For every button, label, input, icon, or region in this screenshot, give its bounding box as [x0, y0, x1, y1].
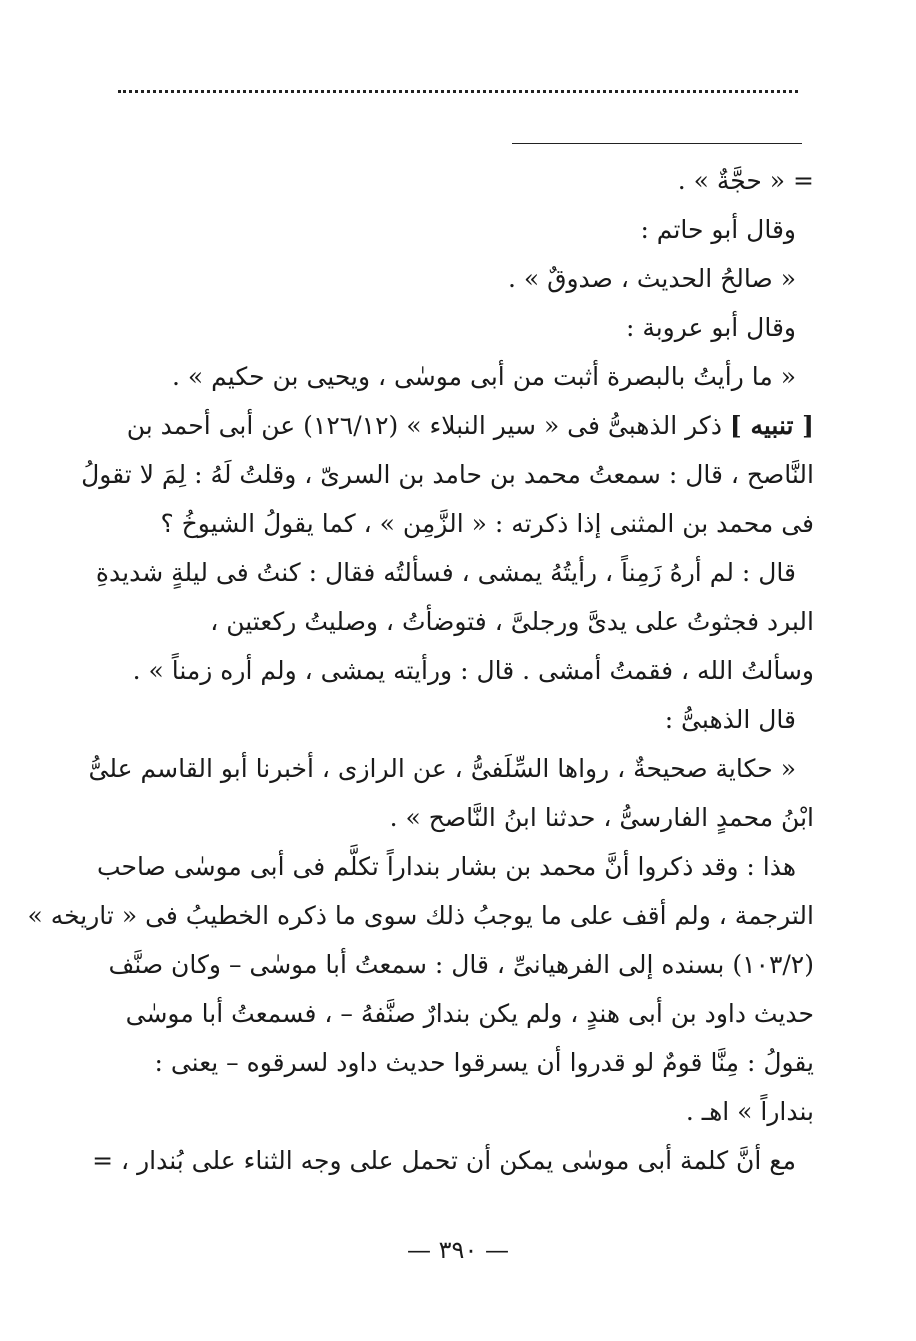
text-line: قال : لم أرهُ زَمِناً ، رأيتُهُ يمشى ، فسألتُه فقال : كنتُ فى ليلةٍ شديدةِ — [95, 558, 796, 587]
page-number: — ٣٩٠ — — [407, 1236, 509, 1264]
text-line: = « حجَّةٌ » . — [677, 166, 814, 195]
text-line: بنداراً » اهـ . — [685, 1097, 814, 1126]
text-line: يقولُ : مِنَّا قومٌ لو قدروا أن يسرقوا حديث داود لسرقوه – يعنى : — [154, 1048, 814, 1077]
text-line-notice — [108, 401, 814, 450]
text-line: « صالحُ الحديث ، صدوقٌ » . — [507, 264, 796, 293]
text-line: الترجمة ، ولم أقف على ما يوجبُ ذلك سوى ما ذكره الخطيبُ فى « تاريخه » — [27, 901, 814, 930]
text-line: مع أنَّ كلمة أبى موسٰى يمكن أن تحمل على وجه الثناء على بُندار ، = — [92, 1146, 796, 1175]
text-line: (١٠٣/٢) بسنده إلى الفرهيانىِّ ، قال : سمعتُ أبا موسٰى – وكان صنَّف — [108, 950, 814, 979]
text-line: فى محمد بن المثنى إذا ذكرته : « الزَّمِن » ، كما يقولُ الشيوخُ ؟ — [160, 509, 814, 538]
text-line: هذا : وقد ذكروا أنَّ محمد بن بشار بنداراً تكلَّم فى أبى موسٰى صاحب — [96, 852, 796, 881]
notice-word: تنبيه — [750, 411, 794, 440]
text-line: البرد فجثوتُ على يدىَّ ورجلىَّ ، فتوضأتُ ، وصليتُ ركعتين ، — [210, 607, 814, 636]
footnote-text — [27, 156, 814, 1185]
dotted-separator — [118, 90, 798, 93]
text-line: ابْنُ محمدٍ الفارسىُّ ، حدثنا ابنُ النَّاصح » . — [389, 803, 814, 832]
notice-label: [ تنبيه ] — [729, 411, 814, 440]
text-line: النَّاصح ، قال : سمعتُ محمد بن حامد بن السرىّ ، وقلتُ لَهُ : لِمَ لا تقولُ — [81, 460, 814, 489]
text-line: وقال أبو عروبة : — [625, 313, 796, 342]
text-line: قال الذهبىُّ : — [664, 705, 796, 734]
text-line: وسألتُ الله ، فقمتُ أمشى . قال : ورأيته يمشى ، ولم أره زمناً » . — [132, 656, 814, 685]
notice-rest: ذكر الذهبىُّ فى « سير النبلاء » (١٢٦/١٢) عن أبى أحمد بن — [126, 411, 730, 440]
text-line: حديث داود بن أبى هندٍ ، ولم يكن بندارٌ صنَّفهُ – ، فسمعتُ أبا موسٰى — [125, 999, 814, 1028]
text-line: « ما رأيتُ بالبصرة أثبت من أبى موسٰى ، ويحيى بن حكيم » . — [172, 362, 796, 391]
footnote-rule — [512, 143, 802, 144]
text-line: وقال أبو حاتم : — [640, 215, 796, 244]
text-line: « حكاية صحيحةٌ ، رواها السِّلَفىُّ ، عن الرازى ، أخبرنا أبو القاسم علىُّ — [88, 754, 796, 783]
